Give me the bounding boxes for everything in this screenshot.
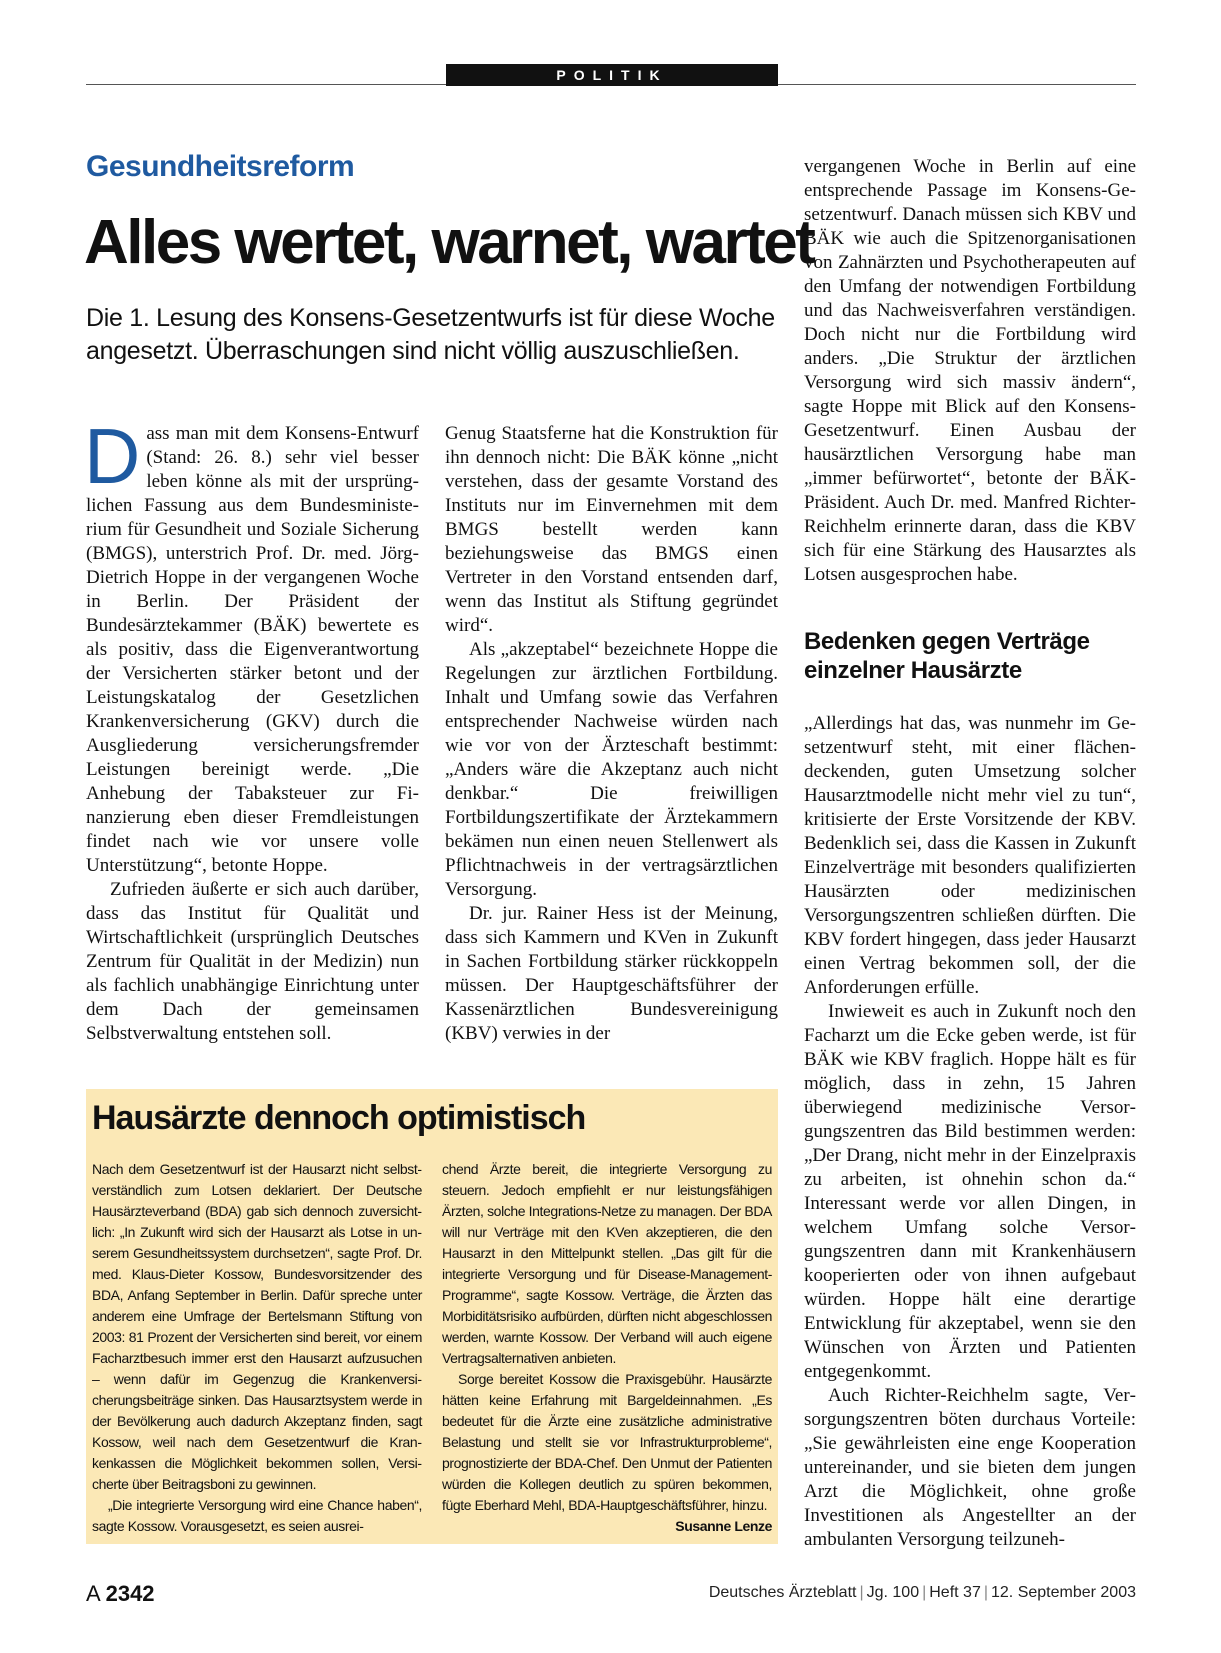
date: 12. September 2003 (991, 1584, 1136, 1601)
box-title: Hausärzte dennoch optimistisch (92, 1099, 586, 1137)
paragraph: vergangenen Woche in Berlin auf eine entsprechende Passage im Konsens-Gesetzentwurf. Danach müssen sich KBV und BÄK wie auch die Spitzenorganisationen von Zahnärzten und Psychotherapeuten auf den Umfang der notwendigen Fortbildung und das Nachweisverfahren verständigen. Doch nicht nur die Fortbildung wird anders. „Die Struktur der ärztlichen Versorgung wird sich massiv ändern“, sagte Hoppe mit Blick auf den Konsens-Gesetzentwurf. Einen Ausbau der hausärztlichen Versorgung habe man „immer befürwortet“, betonte der BÄK-Präsident. Auch Dr. med. Manfred Richter-Reichhelm erinnerte daran, dass die KBV sich für eine Stärkung des Hausarztes als Lotsen ausgesprochen habe. (804, 156, 1136, 585)
section-label: POLITIK (446, 64, 778, 86)
paragraph: Sorge bereitet Kossow die Praxisgebühr. Hausärzte hätten keine Erfahrung mit Bargeldeinnahmen. „Es bedeutet für die Ärzte eine zusätzliche administrative Belastung und stellt sie vor Infrastrukturprobleme“, prognostizierte der BDA-Chef. Den Unmut der Patienten würden die Kollegen deutlich zu spüren bekommen, fügte Eberhard Mehl, BDA-Hauptgeschäftsführer, hinzu. Susanne Lenze (442, 1369, 772, 1516)
paragraph: Genug Staatsferne hat die Konstruktion für ihn dennoch nicht: Die BÄK könne „nicht verstehen, dass der gesamte Vorstand des Instituts nur im Einvernehmen mit dem BMGS bestellt werden kann beziehungsweise das BMGS einen Vertreter in den Vorstand entsenden darf, wenn das Institut als Stiftung gegründet wird“. (445, 423, 778, 636)
paragraph: Als „akzeptabel“ bezeichnete Hoppe die Regelungen zur ärztlichen Fortbildung. Inhalt und Umfang sowie das Verfahren entsprechender Nachweise würden nach wie vor von der Ärzteschaft bestimmt: „Anders wäre die Akzeptanz auch nicht denkbar.“ Die freiwilligen Fortbildungszertifikate der Ärztekammern bekämen nun einen neuen Stellenwert als Pflichtnachweis in der vertragsärztlichen Versorgung. (445, 639, 778, 900)
paragraph: Inwieweit es auch in Zukunft noch den Facharzt um die Ecke geben werde, ist für BÄK wie KBV fraglich. Hoppe hält es für möglich, dass in zehn, 15 Jahren überwiegend medizinische Versorgungszentren das Bild bestimmen werden: „Der Drang, nicht mehr in der Einzelpraxis zu arbeiten, ist ohnehin schon da.“ Interessant werde vor allen Dingen, in welchem Umfang solche Versorgungszentren dann mit Krankenhäusern kooperierten oder von ihnen aufgebaut würden. Hoppe hält eine derartige Entwicklung für akzeptabel, wenn sie den Wünschen von Ärzten und Patienten entgegenkommt. (804, 1001, 1136, 1382)
paragraph: Zufrieden äußerte er sich auch darüber, dass das Institut für Qualität und Wirtschaftlichkeit (ursprünglich Deutsches Zentrum für Qualität in der Medizin) nun als fachlich unabhängige Einrichtung unter dem Dach der gemeinsamen Selbstverwaltung entstehen soll. (86, 879, 419, 1044)
box-column-1 (92, 1159, 422, 1537)
issue: Heft 37 (929, 1584, 981, 1601)
article-column-3-continued (804, 712, 1136, 1552)
page-number: A 2342 (86, 1581, 155, 1606)
paragraph: Auch Richter-Reichhelm sagte, Versorgungszentren böten durchaus Vorteile: „Sie gewährleisten eine enge Kooperation untereinander, und sie bieten dem jungen Arzt die Möglichkeit, ohne große Investitionen als Angestellter an der ambulanten Versorgung teilzuneh- (804, 1385, 1136, 1550)
article-column-1 (84, 412, 419, 1046)
paragraph: „Die integrierte Versorgung wird eine Chance haben“, sagte Kossow. Vorausgesetzt, es seien ausrei- (92, 1497, 422, 1534)
author-name: Susanne Lenze (675, 1518, 772, 1534)
paragraph: „Allerdings hat das, was nunmehr im Gesetzentwurf steht, mit einer flächendeckenden, guten Umsetzung solcher Hausarztmodelle nicht mehr viel zu tun“, kritisierte der Erste Vorsitzende der KBV. Bedenklich sei, dass die Kassen in Zukunft Einzelverträge mit besonders qualifizierten Hausärzten oder medizinischen Versorgungszentren schließen dürften. Die KBV fordert hingegen, dass jeder Hausarzt einen Vertrag bekommen soll, der die Anforderungen erfülle. (804, 713, 1136, 998)
paragraph: Dr. jur. Rainer Hess ist der Meinung, dass sich Kammern und KVen in Zukunft in Sachen Fortbildung stärker rückkoppeln müssen. Der Hauptgeschäftsführer der Kassenärztlichen Bundesvereinigung (KBV) verwies in der (445, 903, 778, 1044)
article-column-2 (445, 422, 778, 1046)
kicker: Gesundheitsreform (86, 150, 355, 183)
paragraph: Dass man mit dem Konsens-Entwurf (Stand: 26. 8.) sehr viel besser leben könne als mit der ursprünglichen Fassung aus dem Bundesministerium für Gesundheit und Soziale Sicherung (BMGS), unterstrich Prof. Dr. med. Jörg-Dietrich Hoppe in der vergangenen Woche in Berlin. Der Präsident der Bundesärztekammer (BÄK) bewertete es als positiv, dass die Eigenverantwortung der Versicherten stärker betont und der Leistungskatalog der Gesetzlichen Krankenversicherung (GKV) durch die Ausgliederung versicherungsfremder Leistungen bereinigt werde. „Die Anhebung der Tabaksteuer zur Finanzierung eben dieser Fremdleistungen findet nach wie vor unsere volle Unterstützung“, betonte Hoppe. (84, 412, 419, 876)
paragraph: chend Ärzte bereit, die integrierte Versorgung zu steuern. Jedoch empfiehlt er nur leistungsfähigen Ärzten, solche Integrations-Netze zu managen. Der BDA will nur Verträge mit den KVen akzeptieren, die den Hausarzt in den Mittelpunkt stellen. „Das gilt für die integrierte Versorgung und für Disease-Management-Programme“, sagte Kossow. Verträge, die Ärzten das Morbiditätsrisiko aufbürden, dürften nicht abgeschlossen werden, warnte Kossow. Der Verband will auch eigene Vertragsalternativen anbieten. (442, 1161, 772, 1366)
deck: Die 1. Lesung des Konsens-Gesetzentwurfs ist für diese Woche angesetzt. Überraschungen sind nicht völlig auszuschließen. (86, 304, 775, 365)
journal-name: Deutsches Ärzteblatt (708, 1584, 857, 1601)
subheading: Bedenken gegen Verträge einzelner Hausärzte (804, 628, 1090, 684)
article-column-3 (804, 155, 1136, 587)
sidebar-box (86, 1089, 778, 1544)
headline: Alles wertet, warnet, wartet (84, 208, 814, 277)
journal-info: Deutsches Ärzteblatt | Jg. 100 | Heft 37 | 12. September 2003 (708, 1584, 1136, 1601)
volume: Jg. 100 (866, 1584, 920, 1601)
drop-cap: D (84, 412, 141, 500)
box-column-2 (442, 1159, 772, 1537)
paragraph: Nach dem Gesetzentwurf ist der Hausarzt nicht selbstverständlich zum Lotsen deklariert. Der Deutsche Hausärzteverband (BDA) gab sich dennoch zuversichtlich: „In Zukunft wird sich der Hausarzt als Lotse in unserem Gesundheitssystem durchsetzen“, sagte Prof. Dr. med. Klaus-Dieter Kossow, Bundesvorsitzender des BDA, Anfang September in Berlin. Dafür spreche unter anderem eine Umfrage der Bertelsmann Stiftung von 2003: 81 Prozent der Versicherten sind bereit, vor einem Facharztbesuch immer erst den Hausarzt aufzusuchen – wenn dafür im Gegenzug die Krankenversicherungsbeiträge sinken. Das Hausarztsystem werde in der Bevölkerung auch dadurch Akzeptanz finden, sagt Kossow, weil nach dem Gesetzentwurf die Krankenkassen die Möglichkeit bekommen sollen, Versicherte über Beitragsboni zu gewinnen. (92, 1161, 422, 1492)
